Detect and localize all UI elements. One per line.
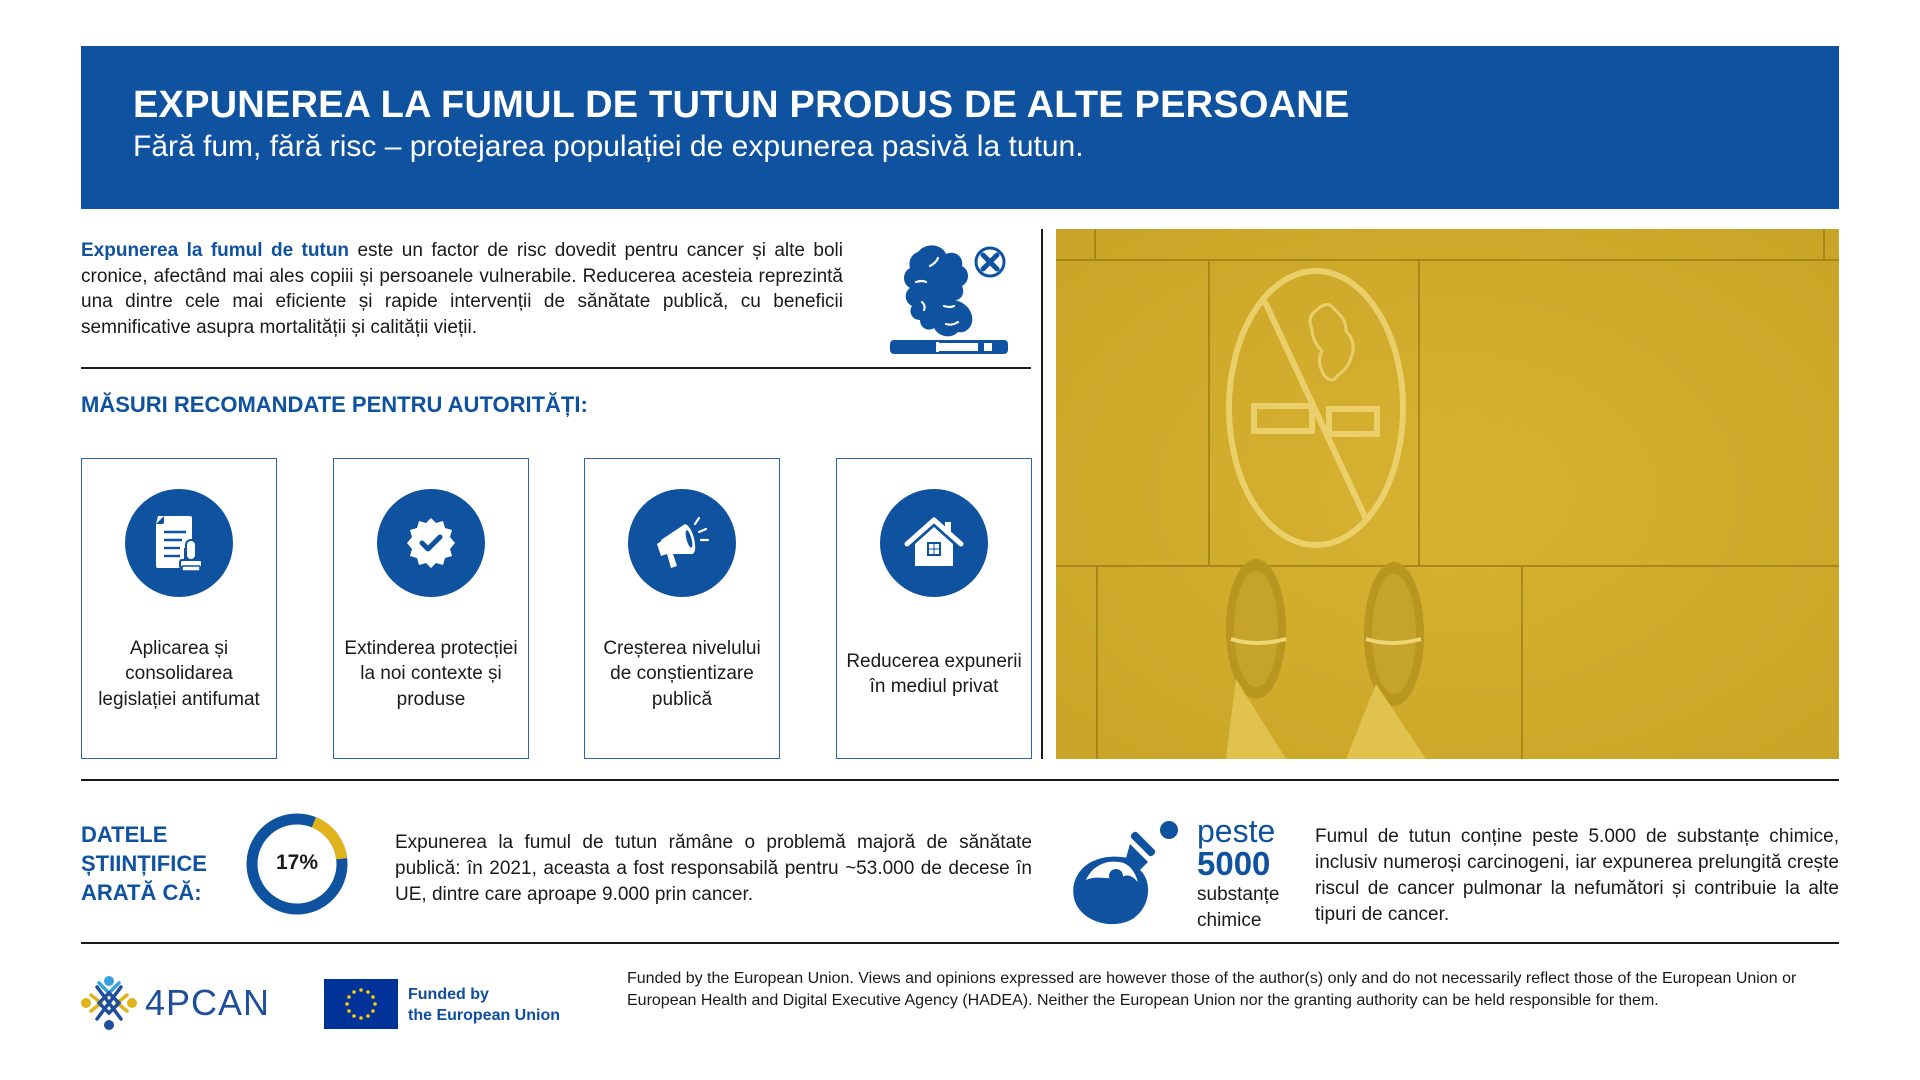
page-title: EXPUNEREA LA FUMUL DE TUTUN PRODUS DE ALTE PERSOANE xyxy=(133,84,1350,126)
chemicals-stat xyxy=(1197,815,1307,934)
measure-card-protection xyxy=(333,458,529,759)
measure-card-legislation xyxy=(81,458,277,759)
divider-footer xyxy=(81,942,1839,944)
funding-disclaimer: Funded by the European Union. Views and opinions expressed are however those of the author(s) only and do not necessarily reflect those of the European Union or European Health and Digital Executive Agency (HADEA). Neither the European Union nor the granting authority can be held responsible for them. xyxy=(627,970,1797,1009)
intro-paragraph xyxy=(81,238,843,341)
eu-funding-line2: the European Union xyxy=(408,1007,560,1024)
measure-icon-circle xyxy=(628,489,736,597)
stat-number: 5000 xyxy=(1197,845,1271,882)
flask-icon xyxy=(1068,818,1183,926)
measure-card-awareness xyxy=(584,458,780,759)
measure-label: Extinderea protecției la noi contexte și produse xyxy=(344,637,518,710)
document-stamp-icon xyxy=(146,510,212,576)
eu-funding-label xyxy=(408,984,560,1026)
stat-unit-line1: substanțe xyxy=(1197,884,1280,905)
header-banner xyxy=(81,46,1839,209)
measure-label: Creșterea nivelului de conștientizare publică xyxy=(603,637,761,710)
stat-prefix: peste xyxy=(1197,813,1276,849)
eu-flag-icon xyxy=(324,979,398,1029)
intro-lead: Expunerea la fumul de tutun xyxy=(81,240,350,261)
page-subtitle: Fără fum, fără risc – protejarea populației de expunerea pasivă la tutun. xyxy=(133,130,1084,163)
no-smoking-photo xyxy=(1056,229,1839,759)
science-title-line1: DATELE xyxy=(81,822,168,847)
measure-icon-circle xyxy=(377,489,485,597)
intro-text: este un factor de risc dovedit pentru cancer și alte boli cronice, afectând mai ales copiii și persoanele vulnerabile. Reducerea acesteia reprezintă una dintre cele mai eficiente și rapide intervenții de sănătate publică, cu beneficii semnificative asupra mortalității și calității vieții. xyxy=(81,240,843,339)
stat-unit-line2: chimice xyxy=(1197,910,1262,931)
divider-intro xyxy=(81,367,1031,369)
science-text: Expunerea la fumul de tutun rămâne o problemă majoră de sănătate publică: în 2021, aceasta a fost responsabilă pentru ~53.000 de decese în UE, dintre care aproape 9.000 prin cancer. xyxy=(395,832,1032,905)
measures-title: MĂSURI RECOMANDATE PENTRU AUTORITĂȚI: xyxy=(81,392,588,417)
no-smoking-icon xyxy=(888,236,1012,356)
verified-badge-icon xyxy=(398,510,464,576)
science-title-line3: ARATĂ CĂ: xyxy=(81,880,202,905)
pavement-chalk-illustration xyxy=(1056,229,1839,759)
chemicals-text: Fumul de tutun conține peste 5.000 de substanțe chimice, inclusiv numeroși carcinogeni, iar expunerea prelungită crește riscul de cancer pulmonar la nefumători și contribuie la alte tipuri de cancer. xyxy=(1315,826,1839,925)
science-title xyxy=(81,820,207,907)
percentage-label: 17% xyxy=(275,851,319,874)
measure-label: Reducerea expunerii în mediul privat xyxy=(846,650,1022,697)
divider-vertical xyxy=(1041,229,1043,759)
4pcan-logo-text: 4PCAN xyxy=(145,982,271,1023)
divider-science-top xyxy=(81,779,1839,781)
measure-card-private xyxy=(836,458,1032,759)
science-title-line2: ȘTIINȚIFICE xyxy=(81,851,207,876)
megaphone-icon xyxy=(649,510,715,576)
4pcan-logo xyxy=(81,975,281,1031)
4pcan-logo-mark xyxy=(81,975,137,1031)
measure-label: Aplicarea și consolidarea legislației antifumat xyxy=(98,637,260,710)
measure-icon-circle xyxy=(125,489,233,597)
house-icon xyxy=(901,510,967,576)
measure-icon-circle xyxy=(880,489,988,597)
eu-funding-line1: Funded by xyxy=(408,986,489,1003)
